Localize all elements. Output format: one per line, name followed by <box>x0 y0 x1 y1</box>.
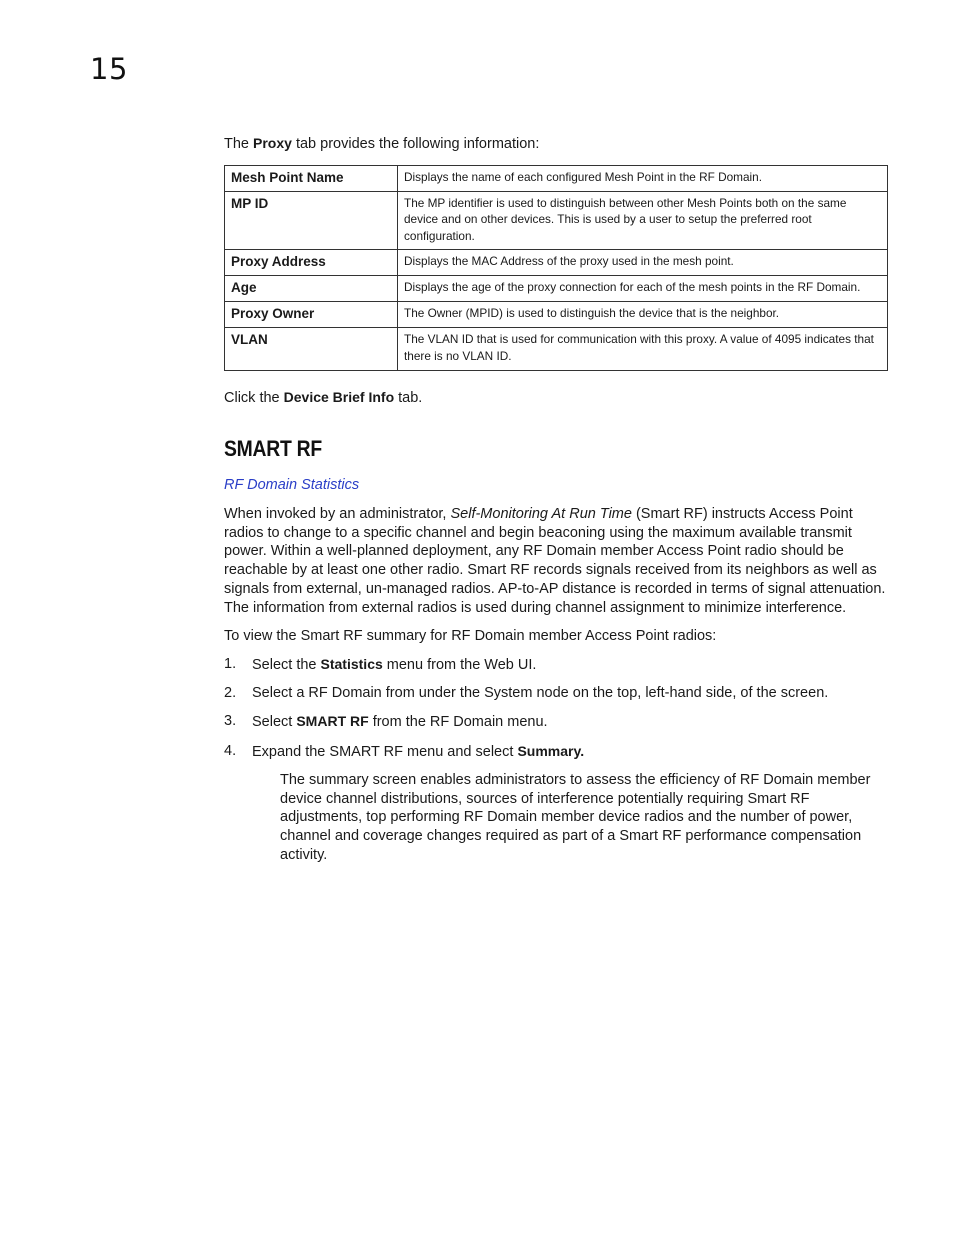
table-description: Displays the name of each configured Mesh Point in the RF Domain. <box>398 165 888 191</box>
description-text-after: (Smart RF) instructs Access Point radios to change to a specific channel and begin beaconing using the maximum available transmit power. Within a well-planned deployment, any RF Domain member Access Point radio should be reachable by at least one other radio. Smart RF records signals received from its neighbors as well as signals from external, un-managed radios. AP-to-AP distance is recorded in terms of signal attenuation. The information from external radios is used during channel assignment to minimize interference. <box>224 506 886 616</box>
instruction-text-before: Click the <box>224 389 284 406</box>
step-text: menu from the Web UI. <box>382 657 537 673</box>
step-term: Summary. <box>517 742 585 759</box>
table-term: MP ID <box>225 191 398 250</box>
step-term: Statistics <box>320 656 383 672</box>
device-brief-instruction <box>224 388 888 408</box>
description-text-before: When invoked by an administrator, <box>224 506 451 523</box>
table-row <box>225 276 888 302</box>
list-item <box>224 712 888 732</box>
instruction-text-after: tab. <box>394 389 423 406</box>
intro-text-before: The <box>224 136 254 152</box>
table-term: Mesh Point Name <box>225 165 398 191</box>
steps-list <box>224 655 888 761</box>
table-description: The Owner (MPID) is used to distinguish the device that is the neighbor. <box>398 302 888 328</box>
table-term: Proxy Address <box>225 250 398 276</box>
list-item <box>224 655 888 675</box>
step-number: 1. <box>224 656 237 672</box>
table-row <box>225 191 888 250</box>
list-item <box>224 684 888 703</box>
smart-rf-description <box>224 505 888 617</box>
table-row <box>225 165 888 191</box>
table-description: The MP identifier is used to distinguish between other Mesh Points both on the same device and on other devices. This is used by a user to setup the preferred root configuration. <box>398 191 888 250</box>
step-text: Select a RF Domain from under the System node on the top, left-hand side, of the screen. <box>252 685 829 702</box>
table-row <box>225 250 888 276</box>
table-row <box>225 302 888 328</box>
table-description: Displays the age of the proxy connection for each of the mesh points in the RF Domain. <box>398 276 888 302</box>
device-brief-info-term: Device Brief Info <box>283 388 395 405</box>
step-text: Select the <box>252 657 321 673</box>
intro-paragraph <box>224 134 888 154</box>
step-number: 4. <box>224 742 237 759</box>
step-term: SMART RF <box>296 713 369 730</box>
step-number: 3. <box>224 713 237 730</box>
table-term: Proxy Owner <box>225 302 398 328</box>
table-description: Displays the MAC Address of the proxy used in the mesh point. <box>398 250 888 276</box>
table-description: The VLAN ID that is used for communication with this proxy. A value of 4095 indicates that there is no VLAN ID. <box>398 328 888 370</box>
summary-instruction: To view the Smart RF summary for RF Domain member Access Point radios: <box>224 628 717 645</box>
proxy-info-table <box>224 165 888 371</box>
list-item <box>224 742 888 762</box>
chapter-number: 15 <box>90 52 128 86</box>
intro-proxy-term: Proxy <box>253 135 292 151</box>
step-text: Expand the SMART RF menu and select <box>252 743 518 760</box>
table-term: VLAN <box>225 328 398 370</box>
section-title: SMART RF <box>224 436 322 462</box>
table-term: Age <box>225 276 398 302</box>
page-content <box>224 134 888 864</box>
intro-text-after: tab provides the following information: <box>291 136 540 152</box>
step-number: 2. <box>224 685 237 702</box>
step4-detail: The summary screen enables administrators to assess the efficiency of RF Domain member device channel distributions, sources of interference potentially requiring Smart RF adjustments, top performing RF Domain member device radios and the number of power, channel and coverage changes required as part of a Smart RF performance compensation activity. <box>280 771 871 863</box>
rf-domain-statistics-link[interactable]: RF Domain Statistics <box>224 477 360 494</box>
smart-rf-full-name: Self-Monitoring At Run Time <box>450 506 632 523</box>
step-text: Select <box>252 714 297 731</box>
step-text: from the RF Domain menu. <box>368 714 548 731</box>
table-row <box>225 328 888 370</box>
